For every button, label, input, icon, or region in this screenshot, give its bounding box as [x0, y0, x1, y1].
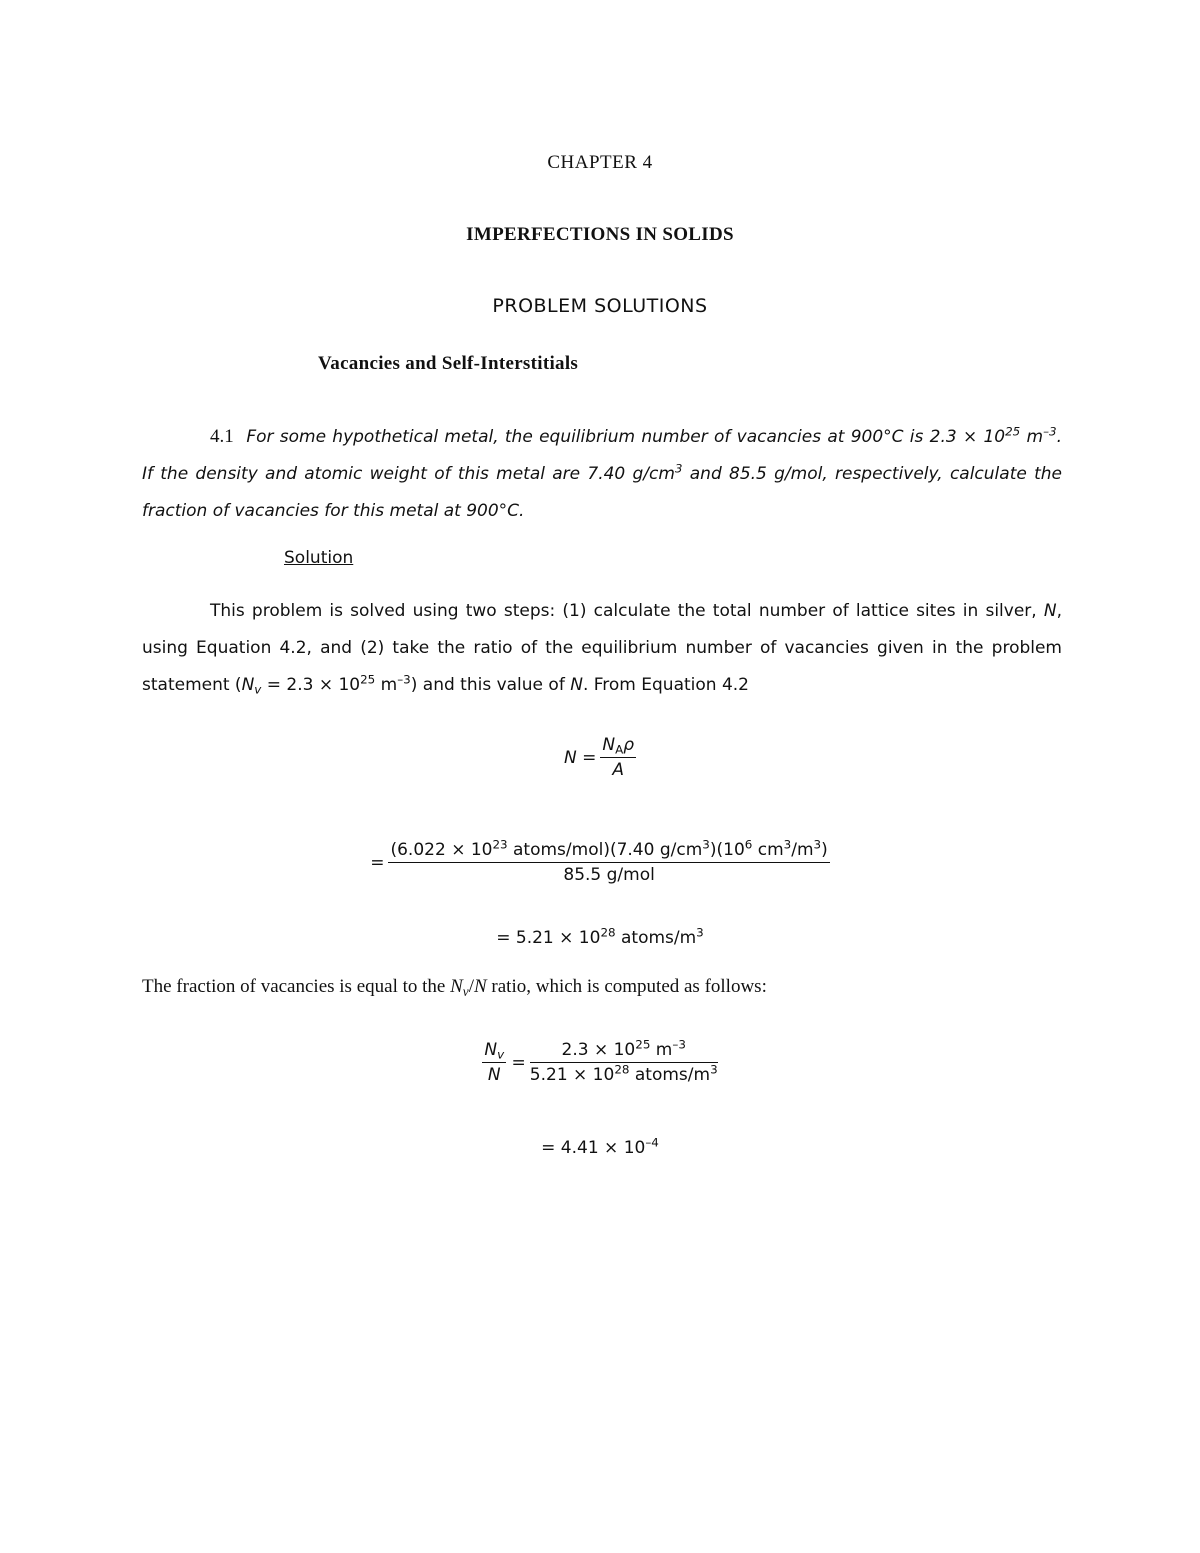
- exponent: 3: [702, 837, 710, 852]
- paragraph-text: The fraction of vacancies is equal to the: [142, 976, 451, 997]
- exponent: 6: [744, 837, 753, 852]
- solution-heading: Solution: [284, 548, 354, 568]
- variable-N: N: [570, 675, 583, 695]
- variable-N: N: [450, 976, 463, 997]
- exponent: 3: [696, 925, 704, 940]
- exponent: 23: [492, 837, 508, 852]
- chapter-heading: CHAPTER 4: [547, 152, 653, 173]
- chapter-title: IMPERFECTIONS IN SOLIDS: [466, 224, 734, 245]
- result-text: atoms/m: [615, 928, 697, 948]
- numerator-text: cm: [752, 840, 784, 860]
- fraction-lhs: [482, 1040, 506, 1085]
- result-text: = 5.21 × 10: [496, 928, 601, 948]
- equation-substitution: [0, 837, 1200, 885]
- problem-text: and 85.5 g/mol, respectively, calculate the fraction of vacancies for this metal at 900°C.: [142, 464, 1062, 521]
- final-answer: [0, 1135, 1200, 1158]
- variable-N: N: [487, 1065, 501, 1085]
- exponent: 25: [635, 1037, 651, 1052]
- exponent: 25: [1005, 424, 1021, 439]
- paragraph-text: ratio, which is computed as follows:: [486, 976, 767, 997]
- fraction: [388, 837, 829, 885]
- numerator-text: )(10: [709, 840, 745, 860]
- equation-lattice-sites-formula: [0, 735, 1200, 780]
- fraction-rhs: [529, 1037, 718, 1085]
- exponent: –4: [645, 1135, 659, 1150]
- variable-rho: ρ: [623, 735, 635, 755]
- numerator-text: (6.022 × 10: [390, 840, 493, 860]
- subscript-v: v: [254, 682, 262, 697]
- exponent: 3: [783, 837, 792, 852]
- numerator-text: m: [650, 1040, 673, 1060]
- exponent: –3: [1043, 424, 1057, 439]
- paragraph-text: This problem is solved using two steps: (1) calculate the total number of lattice sites in silver,: [210, 601, 1044, 621]
- problem-statement: [142, 418, 1062, 530]
- paragraph-text: m: [375, 675, 398, 695]
- result-text: = 4.41 × 10: [541, 1138, 646, 1158]
- problem-text: m: [1020, 427, 1044, 447]
- exponent: 3: [674, 461, 683, 476]
- problem-number: 4.1: [210, 426, 234, 447]
- equation-vacancy-fraction: [0, 1037, 1200, 1085]
- equals-sign: =: [370, 852, 385, 873]
- variable-N: N: [473, 976, 487, 997]
- paragraph-text: , using Equation 4.2, and (2) take the ratio of the equilibrium number of vacancies given in the problem statement (: [142, 601, 1062, 695]
- subscript-A: A: [615, 742, 624, 757]
- denominator-text: 85.5 g/mol: [563, 865, 655, 885]
- numerator-text: 2.3 × 10: [561, 1040, 636, 1060]
- problem-solutions-heading: PROBLEM SOLUTIONS: [492, 295, 708, 317]
- variable-N: N: [602, 735, 616, 755]
- equals-sign: =: [511, 1052, 526, 1073]
- variable-N: N: [241, 675, 255, 695]
- problem-text: . If the density and atomic weight of this metal are 7.40 g/cm: [142, 427, 1063, 484]
- numerator-text: atoms/mol)(7.40 g/cm: [507, 840, 703, 860]
- paragraph-text: . From Equation 4.2: [582, 675, 749, 695]
- variable-A: A: [612, 760, 624, 780]
- paragraph-text: = 2.3 × 10: [261, 675, 361, 695]
- variable-N: N: [1043, 601, 1057, 621]
- exponent: 3: [813, 837, 822, 852]
- exponent: 3: [710, 1062, 718, 1077]
- exponent: –3: [672, 1037, 686, 1052]
- variable-N: N: [484, 1040, 498, 1060]
- denominator-text: atoms/m: [629, 1065, 711, 1085]
- equation-lhs: N =: [563, 747, 597, 768]
- paragraph-text: ) and this value of: [410, 675, 571, 695]
- exponent: 25: [360, 672, 376, 687]
- section-heading: Vacancies and Self-Interstitials: [318, 353, 579, 374]
- subscript-v: v: [497, 1047, 505, 1062]
- denominator-text: 5.21 × 10: [529, 1065, 615, 1085]
- equation-result-N: [0, 925, 1200, 948]
- subscript-v: v: [462, 983, 469, 999]
- exponent: –3: [397, 672, 411, 687]
- problem-text: For some hypothetical metal, the equilibrium number of vacancies at 900°C is 2.3 × 10: [246, 427, 1006, 447]
- fraction-explanation: [142, 976, 767, 998]
- exponent: 28: [614, 1062, 630, 1077]
- exponent: 28: [600, 925, 616, 940]
- paragraph-text: /: [468, 976, 474, 997]
- solution-paragraph: [142, 593, 1062, 704]
- numerator-text: ): [821, 840, 828, 860]
- fraction: [600, 735, 636, 780]
- numerator-text: /m: [791, 840, 814, 860]
